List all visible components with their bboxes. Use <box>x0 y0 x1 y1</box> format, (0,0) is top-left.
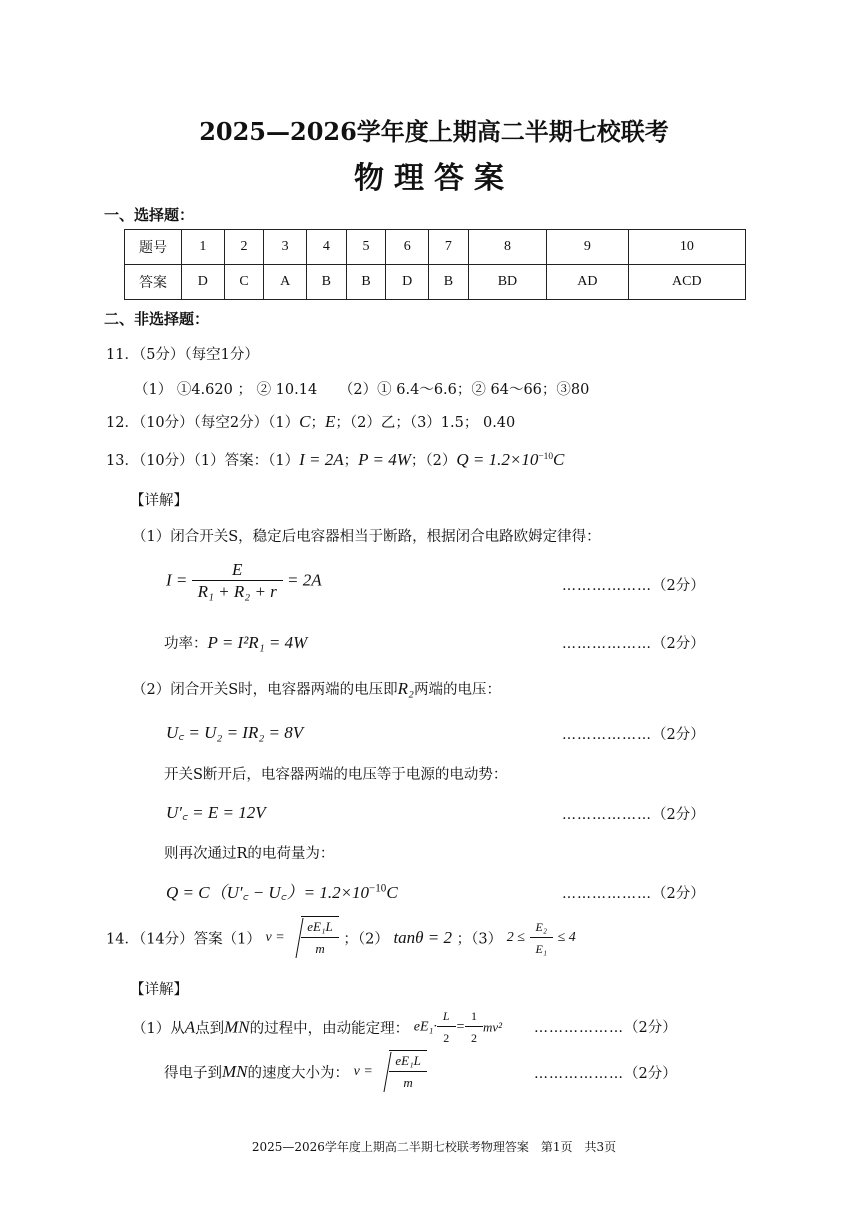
table-cell: D <box>182 265 225 300</box>
q13-eq3: U꜀ = U₂ = IR₂ = 8V <box>166 723 304 742</box>
q14-ratio-numerator: E₂ <box>530 917 554 938</box>
q12-sep: ； <box>310 415 325 431</box>
table-cell: 4 <box>307 230 347 265</box>
q12-ans-e: E <box>324 412 336 431</box>
score-label: （2分） <box>624 1066 677 1082</box>
q14-part3: ；（3） <box>456 931 503 948</box>
q13-power-label: 功率： <box>164 636 208 652</box>
dot-leader: ……………… <box>562 807 652 823</box>
q13-heading: 13．（10分）（1）答案：（1） <box>106 453 300 469</box>
q14-part2: ；（2） <box>343 931 389 948</box>
score-line <box>534 1062 677 1083</box>
q13-step2-line <box>132 678 501 699</box>
dot-leader: ……………… <box>534 1066 624 1082</box>
q14-sqrt <box>289 916 338 960</box>
q14-sqrt-numerator: eE₁L <box>301 917 338 938</box>
q14-sqrt2-numerator: eE₁L <box>389 1051 426 1072</box>
table-cell: C <box>224 265 264 300</box>
table-cell: 5 <box>346 230 386 265</box>
q13-eq1-rhs: = 2A <box>287 570 322 590</box>
q13-eq1-fraction <box>192 560 283 603</box>
q14-ratio-denominator: E₁ <box>535 941 548 956</box>
q13-eq4: U′꜀ = E = 12V <box>166 803 266 822</box>
q14-sqrt2-denominator: m <box>403 1075 413 1090</box>
q11-answers: （1） ①4.620 ； ② 10.14 （2）① 6.4～6.6；② 64～66；③80 <box>134 382 590 398</box>
q14-step2-line <box>164 1050 427 1094</box>
score-line <box>562 574 705 595</box>
dot-leader: ……………… <box>562 578 652 594</box>
q14-step2-mn: MN <box>222 1062 248 1081</box>
table-cell: D <box>386 265 429 300</box>
q12-heading: 12．（10分）（每空2分）（1） <box>106 415 300 431</box>
q13-step2-text: （2）闭合开关S时，电容器两端的电压即 <box>132 682 398 698</box>
q14-sqrt-denominator: m <box>315 941 325 956</box>
table-cell: 3 <box>264 230 307 265</box>
table-answer-label: 答案 <box>125 265 182 300</box>
table-cell: B <box>429 265 469 300</box>
q13-power-line <box>164 632 307 653</box>
q14-eq1-half-l <box>437 1006 456 1049</box>
q13-p-answer: P = 4W <box>358 450 411 469</box>
q13-q-unit: C <box>553 450 565 469</box>
q14-eq1-half <box>465 1006 483 1049</box>
table-cell: B <box>346 265 386 300</box>
q12-line <box>106 411 515 432</box>
table-cell: ACD <box>628 265 745 300</box>
table-cell: 10 <box>628 230 745 265</box>
q14-sqrt-2 <box>377 1050 426 1094</box>
table-cell: A <box>264 265 307 300</box>
table-cell: 9 <box>547 230 628 265</box>
q13-eq5-unit: C <box>386 883 398 902</box>
q14-step1-text: （1）从 <box>132 1021 185 1037</box>
table-cell: 7 <box>429 230 469 265</box>
table-cell: 2 <box>224 230 264 265</box>
q14-step1-mid: 点到 <box>195 1021 225 1037</box>
q14-eq1-left: eE₁· <box>413 1019 437 1035</box>
score-label: （2分） <box>652 578 705 594</box>
table-cell: 8 <box>468 230 546 265</box>
q14-eq1-equals: = <box>455 1019 466 1035</box>
q13-eq1-denominator: R₁ + R₂ + r <box>197 582 277 601</box>
q14-eq1-l-num: L <box>437 1006 456 1027</box>
score-line <box>562 723 705 744</box>
q13-eq5-exponent: −10 <box>369 882 387 895</box>
answer-table <box>124 229 746 300</box>
q13-eq5 <box>166 878 398 903</box>
q13-step2-end: 两端的电压： <box>413 682 501 698</box>
q13-step3-text: 开关S断开后，电容器两端的电压等于电源的电动势： <box>164 767 508 783</box>
q14-heading: 14．（14分）答案（1） <box>106 931 261 948</box>
score-line <box>562 632 705 653</box>
q14-v2-label: v = <box>353 1064 373 1079</box>
dot-leader: ……………… <box>562 886 652 902</box>
q13-eq1-numerator: E <box>192 560 283 581</box>
q12-rest: ；（2）乙；（3）1.5； 0.40 <box>335 415 516 431</box>
dot-leader: ……………… <box>534 1020 624 1036</box>
q14-line <box>106 916 576 960</box>
score-label: （2分） <box>652 727 705 743</box>
table-cell: 6 <box>386 230 429 265</box>
q14-step1-line <box>132 1006 502 1049</box>
q11-heading: 11．（5分）（每空1分） <box>106 347 259 363</box>
score-line <box>562 803 705 824</box>
score-line <box>562 882 705 903</box>
page-title: 2025—2026学年度上期高二半期七校联考 <box>199 117 669 146</box>
q13-step4-text: 则再次通过R的电荷量为： <box>164 846 335 862</box>
score-label: （2分） <box>624 1020 677 1036</box>
q14-detail-label: 【详解】 <box>130 982 188 998</box>
q14-ineq-left: 2 ≤ <box>506 930 525 945</box>
q13-eq1-lhs: I = <box>166 570 188 590</box>
q13-detail-label: 【详解】 <box>130 493 188 509</box>
q14-step2-end: 的速度大小为： <box>247 1065 349 1082</box>
q14-v-label: v = <box>265 930 285 945</box>
q14-ineq-right: ≤ 4 <box>557 930 576 945</box>
q13-eq1 <box>166 560 322 603</box>
q13-q-answer: Q = 1.2×10 <box>456 450 539 469</box>
q14-eq1-half-den: 2 <box>471 1031 478 1045</box>
q13-part2: ；（2） <box>410 453 457 469</box>
q14-point-a: A <box>184 1017 196 1037</box>
q13-eq5-body: Q = C（U′꜀ − U꜀）= 1.2×10 <box>166 883 370 902</box>
q13-i-answer: I = 2A <box>299 450 344 469</box>
q13-eq2: P = I²R₁ = 4W <box>207 633 308 652</box>
q12-ans-c: C <box>299 412 311 431</box>
dot-leader: ……………… <box>562 636 652 652</box>
table-row-numbers <box>125 230 746 265</box>
dot-leader: ……………… <box>562 727 652 743</box>
q13-step2-r2: R₂ <box>397 679 414 698</box>
q14-eq1-right: mv² <box>483 1019 503 1035</box>
section-nonchoice-heading: 二、非选择题： <box>104 310 210 328</box>
q14-eq1-l-den: 2 <box>443 1031 450 1045</box>
score-label: （2分） <box>652 636 705 652</box>
table-cell: B <box>307 265 347 300</box>
score-label: （2分） <box>652 886 705 902</box>
q14-mn: MN <box>224 1017 250 1037</box>
table-cell: BD <box>468 265 546 300</box>
section-choice-heading: 一、选择题： <box>104 206 195 224</box>
q13-q-exponent: −10 <box>538 452 554 463</box>
table-row-answers <box>125 265 746 300</box>
table-cell: 1 <box>182 230 225 265</box>
score-line <box>534 1016 677 1037</box>
q14-step2-text: 得电子到 <box>164 1065 222 1082</box>
q14-tan: tanθ = 2 <box>393 928 452 947</box>
q13-step1-text: （1）闭合开关S，稳定后电容器相当于断路，根据闭合电路欧姆定律得： <box>132 529 601 545</box>
q13-line: 13．（10分）（1）答案：（1）I = 2A；P = 4W；$(2)Q = 1.2\times 10^{-10}C$ <box>106 450 565 469</box>
page-subtitle: 物理答案 <box>354 161 514 196</box>
q14-step1-end: 的过程中，由动能定理： <box>249 1021 410 1037</box>
q14-eq1-half-num: 1 <box>465 1006 483 1027</box>
table-head-label: 题号 <box>125 230 182 265</box>
q14-ratio <box>530 917 554 960</box>
score-label: （2分） <box>652 807 705 823</box>
table-cell: AD <box>547 265 628 300</box>
page-footer: 2025—2026学年度上期高二半期七校联考物理答案 第1页 共3页 <box>251 1140 617 1154</box>
